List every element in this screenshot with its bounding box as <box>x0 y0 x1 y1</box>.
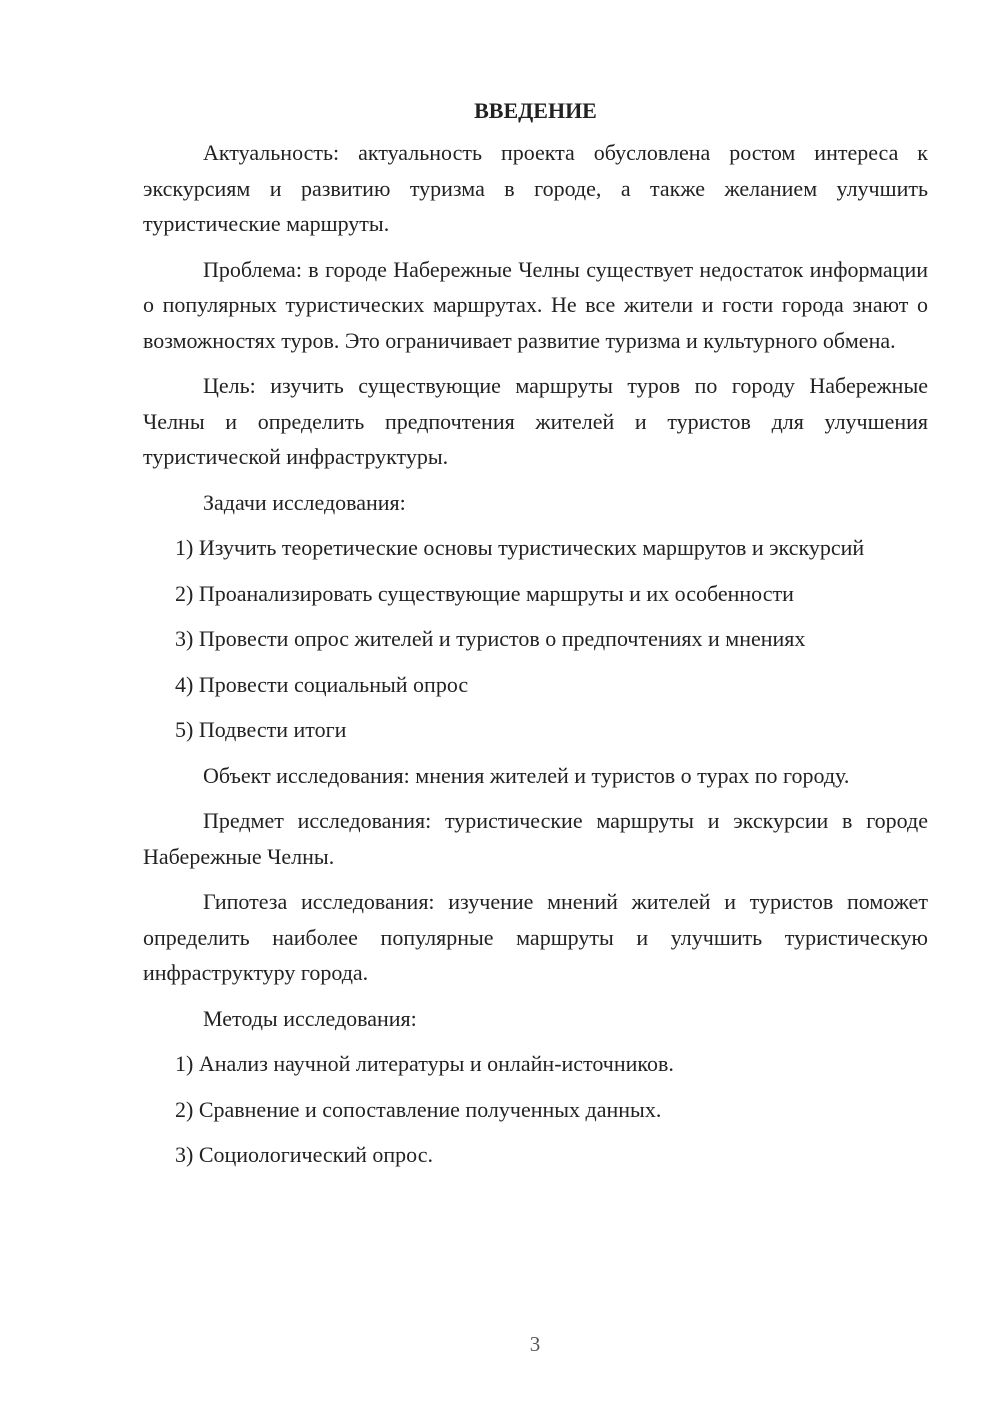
subject-paragraph: Предмет исследования: туристические маршруты и экскурсии в городе Набережные Челны. <box>143 808 928 869</box>
relevance-paragraph: Актуальность: актуальность проекта обусловлена ростом интереса к экскурсиям и развитию туризма в городе, а также желанием улучшить туристические маршруты. <box>143 140 928 236</box>
document-body <box>143 96 928 1183</box>
method-item: 1) Анализ научной литературы и онлайн-источников. <box>175 1051 674 1076</box>
task-item: 1) Изучить теоретические основы туристических маршрутов и экскурсий <box>175 535 865 560</box>
task-item: 3) Провести опрос жителей и туристов о предпочтениях и мнениях <box>175 626 806 651</box>
methods-heading: Методы исследования: <box>203 1005 417 1031</box>
task-item: 2) Проанализировать существующие маршруты и их особенности <box>175 580 794 606</box>
section-title: ВВЕДЕНИЕ <box>474 98 597 123</box>
goal-paragraph: Цель: изучить существующие маршруты туров по городу Набережные Челны и определить предпочтения жителей и туристов для улучшения туристической инфраструктуры. <box>143 373 928 469</box>
hypothesis-paragraph: Гипотеза исследования: изучение мнений жителей и туристов поможет определить наиболее популярные маршруты и улучшить туристическую инфраструктуру города. <box>143 889 928 985</box>
tasks-heading: Задачи исследования: <box>203 489 406 515</box>
object-paragraph: Объект исследования: мнения жителей и туристов о турах по городу. <box>203 762 850 788</box>
page-number: 3 <box>529 1332 541 1356</box>
task-item: 4) Провести социальный опрос <box>175 671 469 697</box>
method-item: 2) Сравнение и сопоставление полученных данных. <box>175 1096 662 1122</box>
method-item: 3) Социологический опрос. <box>175 1142 433 1167</box>
task-item: 5) Подвести итоги <box>175 717 347 742</box>
problem-paragraph: Проблема: в городе Набережные Челны существует недостаток информации о популярных туристических маршрутах. Не все жители и гости города знают о возможностях туров. Это ограничивает развитие туризма и культурного обмена. <box>143 256 928 353</box>
